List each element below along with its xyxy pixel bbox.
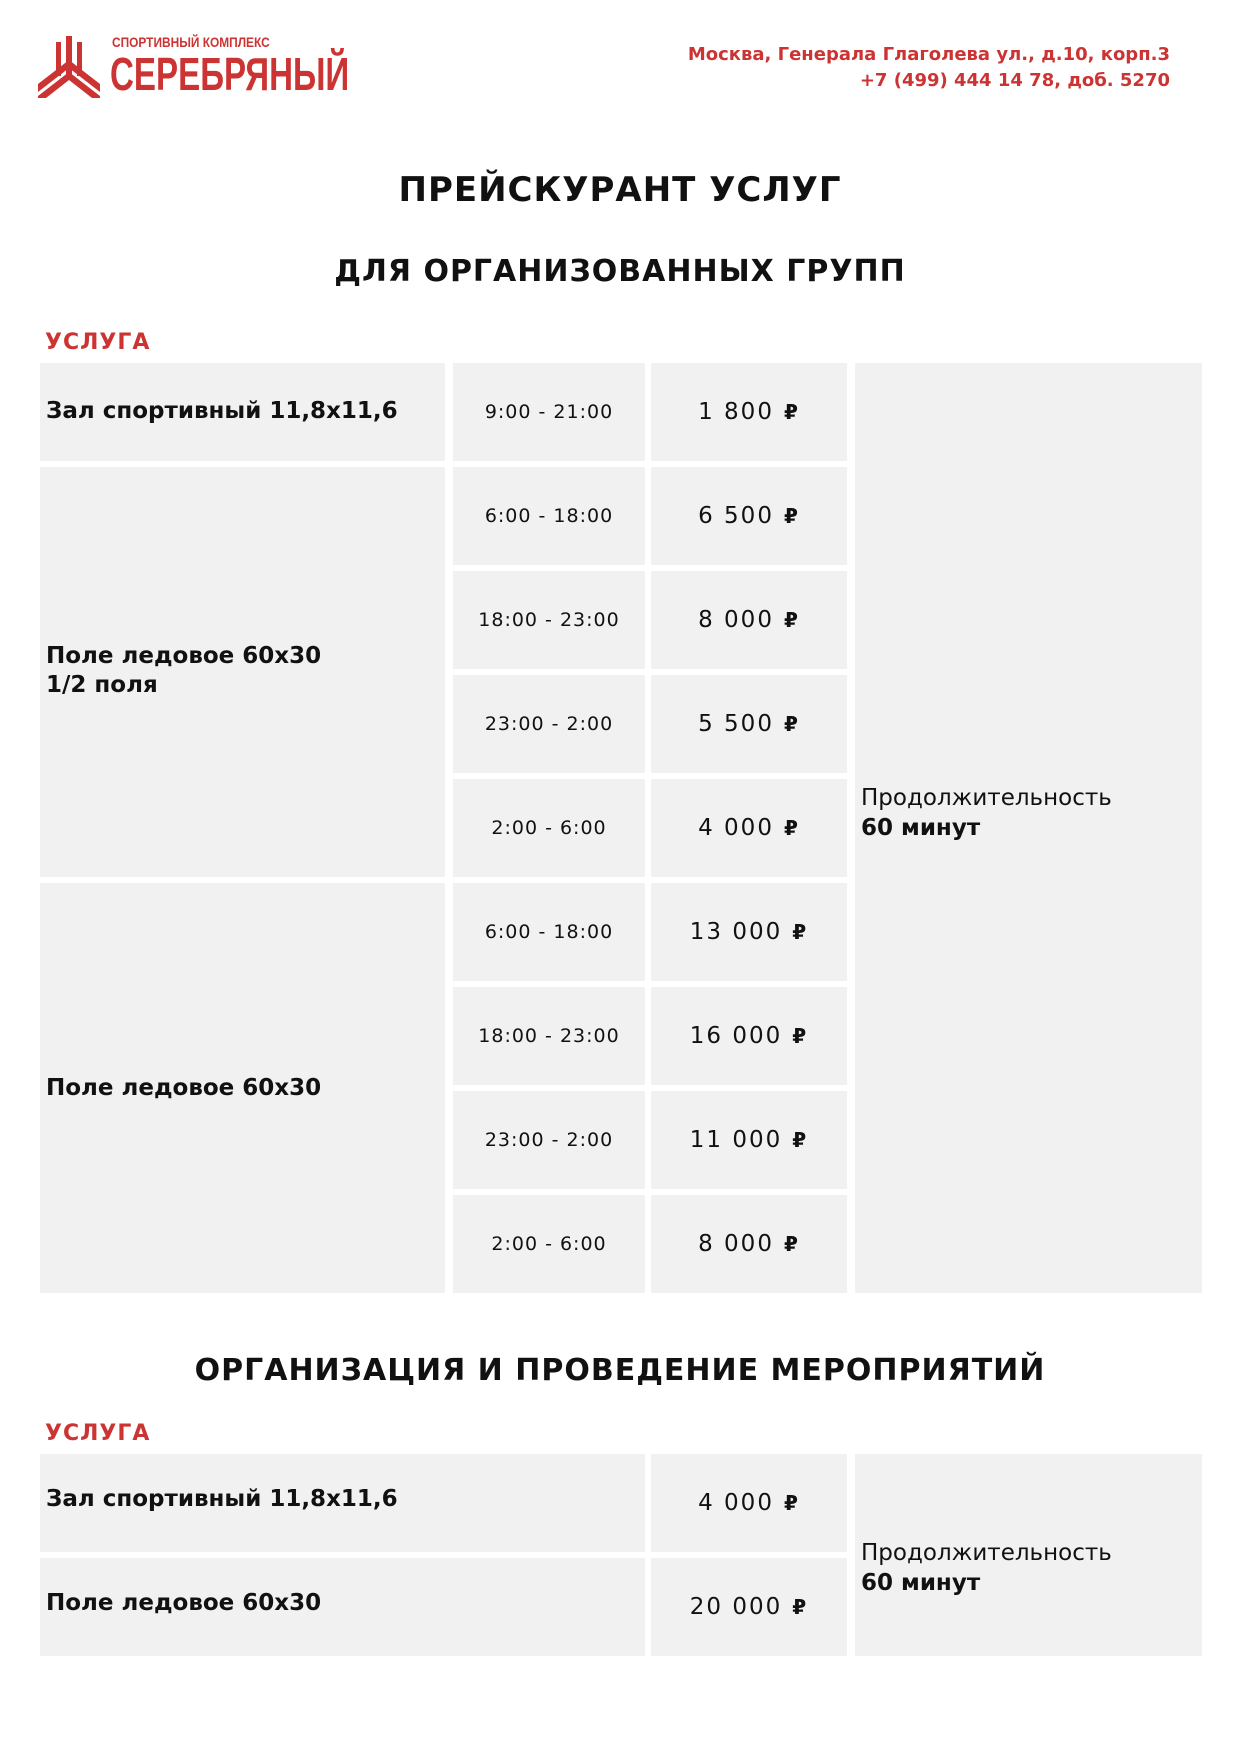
ruble-icon: ₽ [783, 1232, 800, 1256]
price-cell [651, 467, 847, 565]
service-cell [40, 467, 445, 877]
service-cell [40, 1558, 645, 1656]
price-value: 11 000 [689, 1127, 783, 1153]
price-cell [651, 1454, 847, 1552]
service-cell [40, 883, 445, 1293]
ruble-icon: ₽ [792, 1128, 809, 1152]
price-value: 4 000 [698, 815, 774, 841]
price-cell [651, 1091, 847, 1189]
price-value: 4 000 [698, 1490, 774, 1516]
time-cell: 2:00 - 6:00 [453, 779, 645, 877]
section1-title: ДЛЯ ОРГАНИЗОВАННЫХ ГРУПП [334, 254, 906, 289]
duration-cell [855, 1454, 1202, 1656]
ruble-icon: ₽ [783, 816, 800, 840]
ruble-icon: ₽ [783, 712, 800, 736]
service-name: Зал спортивный 11,8х11,6 [46, 398, 398, 424]
section2-label: УСЛУГА [45, 1421, 151, 1446]
duration-label: Продолжительность [861, 1540, 1112, 1566]
price-cell [651, 883, 847, 981]
service-cell [40, 1454, 645, 1552]
duration-label: Продолжительность [861, 785, 1112, 811]
ruble-icon: ₽ [783, 504, 800, 528]
address: Москва, Генерала Глаголева ул., д.10, корп.3 [687, 44, 1170, 65]
service-name: Поле ледовое 60х30 [46, 1075, 322, 1101]
time-cell: 18:00 - 23:00 [453, 987, 645, 1085]
price-value: 16 000 [689, 1023, 783, 1049]
price-cell [651, 571, 847, 669]
time-cell: 2:00 - 6:00 [453, 1195, 645, 1293]
price-value: 1 800 [698, 399, 774, 425]
logo-title: СЕРЕБРЯНЫЙ [110, 48, 350, 100]
price-value: 5 500 [698, 711, 774, 737]
price-cell [651, 1195, 847, 1293]
price-cell [651, 987, 847, 1085]
section2-title: ОРГАНИЗАЦИЯ И ПРОВЕДЕНИЕ МЕРОПРИЯТИЙ [194, 1353, 1046, 1388]
price-value: 8 000 [698, 607, 774, 633]
phone: +7 (499) 444 14 78, доб. 5270 [859, 70, 1170, 91]
service-name: Поле ледовое 60х30 [46, 643, 322, 669]
ruble-icon: ₽ [783, 1491, 800, 1515]
service-name: Поле ледовое 60х30 [46, 1590, 322, 1616]
logo-emblem-icon [38, 36, 100, 98]
time-cell: 9:00 - 21:00 [453, 363, 645, 461]
price-value: 13 000 [689, 919, 783, 945]
price-cell [651, 1558, 847, 1656]
duration-value: 60 минут [861, 1570, 981, 1596]
price-value: 6 500 [698, 503, 774, 529]
price-value: 20 000 [689, 1594, 783, 1620]
price-cell [651, 363, 847, 461]
logo [38, 34, 350, 104]
ruble-icon: ₽ [792, 1024, 809, 1048]
time-cell: 6:00 - 18:00 [453, 883, 645, 981]
ruble-icon: ₽ [792, 1595, 809, 1619]
ruble-icon: ₽ [783, 400, 800, 424]
service-name-sub: 1/2 поля [46, 672, 158, 698]
service-name: Зал спортивный 11,8х11,6 [46, 1486, 398, 1512]
duration-cell [855, 363, 1202, 1293]
time-cell: 23:00 - 2:00 [453, 1091, 645, 1189]
section1-label: УСЛУГА [45, 330, 151, 355]
time-cell: 18:00 - 23:00 [453, 571, 645, 669]
ruble-icon: ₽ [783, 608, 800, 632]
price-cell [651, 779, 847, 877]
service-cell [40, 363, 445, 461]
price-value: 8 000 [698, 1231, 774, 1257]
time-cell: 23:00 - 2:00 [453, 675, 645, 773]
price-cell [651, 675, 847, 773]
time-cell: 6:00 - 18:00 [453, 467, 645, 565]
ruble-icon: ₽ [792, 920, 809, 944]
logo-subtitle: СПОРТИВНЫЙ КОМПЛЕКС [112, 34, 270, 50]
duration-value: 60 минут [861, 815, 981, 841]
page-title: ПРЕЙСКУРАНТ УСЛУГ [398, 170, 842, 210]
